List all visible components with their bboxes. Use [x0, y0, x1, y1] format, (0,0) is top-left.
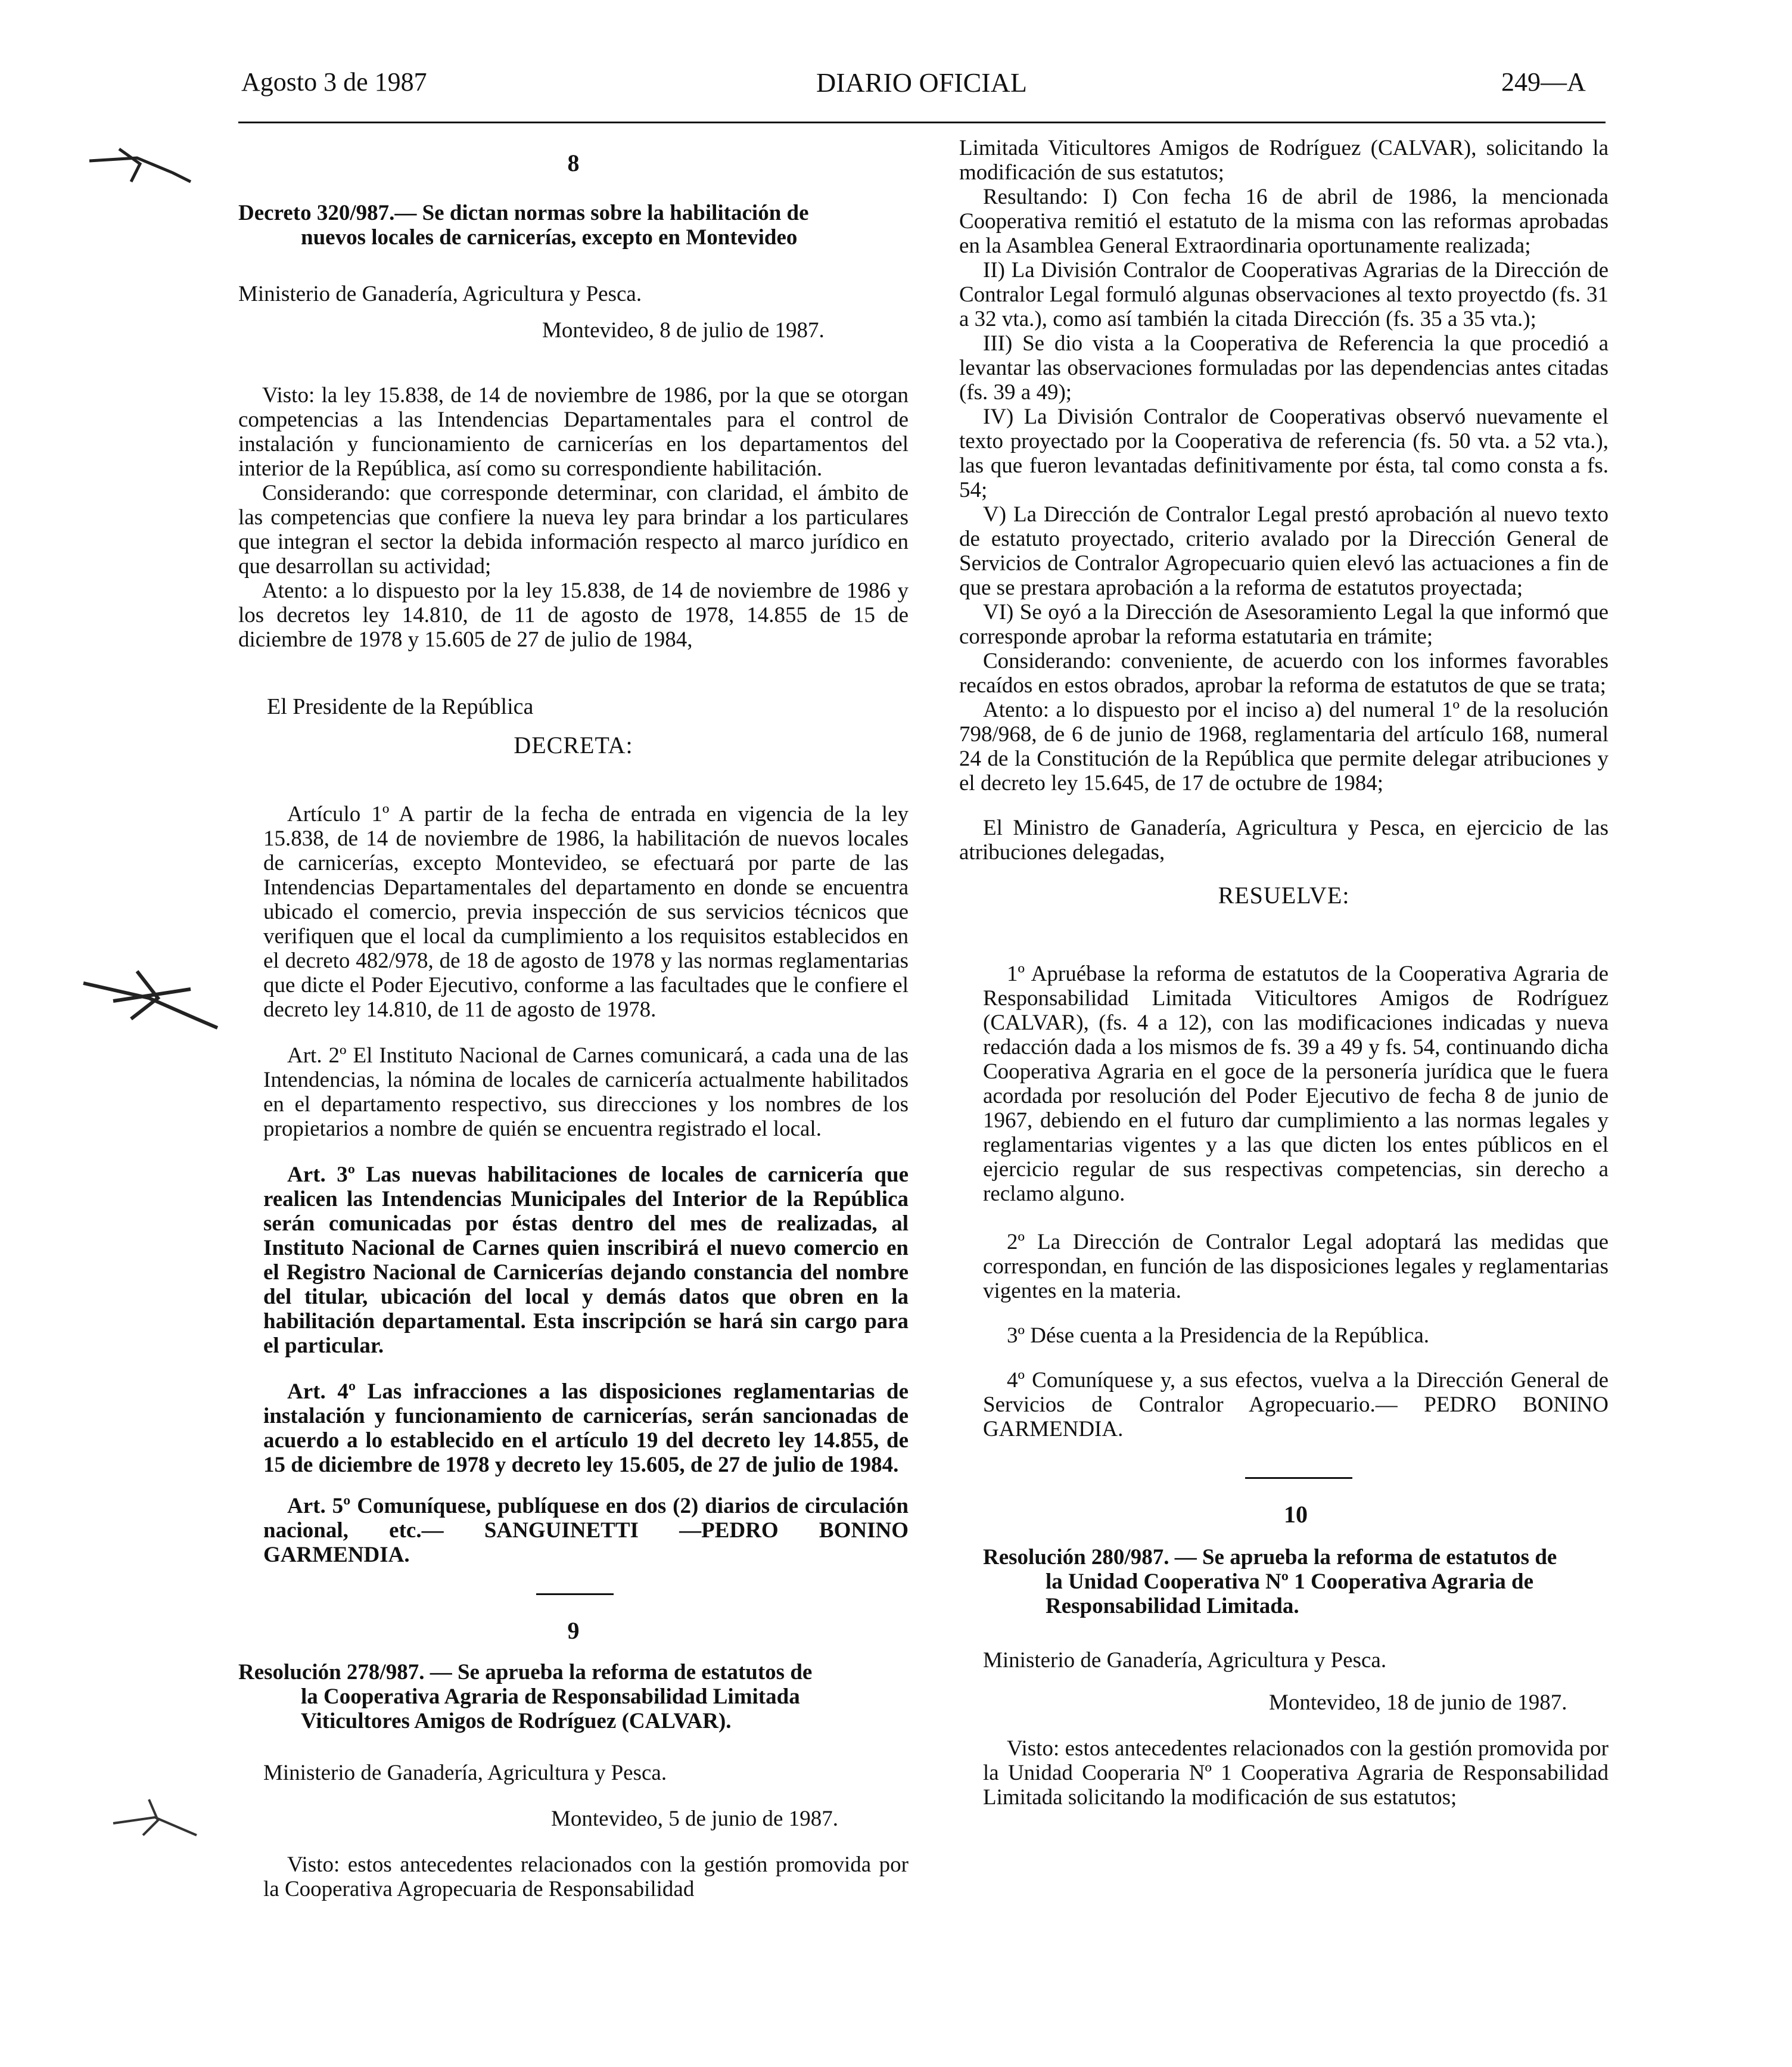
margin-mark: [83, 125, 197, 191]
place-date: Montevideo, 18 de junio de 1987.: [1269, 1690, 1567, 1715]
decreta-heading: DECRETA:: [514, 732, 633, 759]
section-number: 8: [567, 150, 580, 176]
resultando-iii: III) Se dio vista a la Cooperativa de Referencia la que procedió a levantar las observaciones formuladas por las dependencias antes citadas (fs. 39 a 49);: [959, 331, 1609, 405]
ministro-paragraph: El Ministro de Ganadería, Agricultura y Pesca, en ejercicio de las atribuciones delegadas,: [959, 816, 1609, 865]
atento-paragraph: Atento: a lo dispuesto por el inciso a) del numeral 1º de la resolución 798/968, de 6 de junio de 1968, reglamentaria del artículo 168, numeral 24 de la Constitución de la República que permite delegar atribuciones y el decreto ley 15.645, de 17 de octubre de 1984;: [959, 698, 1609, 795]
header-rule: [238, 122, 1606, 123]
resolve-item-1: 1º Apruébase la reforma de estatutos de la Cooperativa Agraria de Responsabilidad Limitada Viticultores Amigos de Rodríguez (CALVAR), (fs. 4 a 12), con las modificaciones indicadas y nueva redacción dada a los mismos de fs. 39 a 49 y fs. 54, continuando dicha Cooperativa Agraria en el goce de la personería jurídica que le fuera acordada por resolución del Poder Ejecutivo de fecha 8 de junio de 1967, debiendo en el futuro dar cumplimiento a las normas legales y reglamentarias vigentes y a las que dicten los entes públicos en el ejercicio regular de sus respectivas competencias, sin derecho a reclamo alguno.: [983, 962, 1609, 1206]
considerando-paragraph: Considerando: que corresponde determinar, con claridad, el ámbito de las competencias que confiere la nueva ley para brindar a los particulares que integran el sector la debida información respecto al marco jurídico en que desarrollan su actividad;: [238, 481, 909, 579]
decree-title-line-2: nuevos locales de carnicerías, excepto en Montevideo: [301, 225, 798, 250]
resolution-title-line-3: Viticultores Amigos de Rodríguez (CALVAR).: [301, 1709, 732, 1733]
resuelve-heading: RESUELVE:: [1218, 882, 1350, 909]
article-2: Art. 2º El Instituto Nacional de Carnes comunicará, a cada una de las Intendencias, la nómina de locales de carnicería actualmente habilitados en el departamento respectivo, sus direcciones y los nombres de los propietarios a nombre de quién se encuentra registrado el local.: [263, 1043, 909, 1141]
place-date: Montevideo, 5 de junio de 1987.: [551, 1807, 838, 1831]
resultando-ii: II) La División Contralor de Cooperativas Agrarias de la Dirección de Contralor Legal formuló algunas observaciones al texto proyectdo (fs. 31 a 32 vta.), como así también la citada Dirección (fs. 35 a 35 vta.);: [959, 258, 1609, 331]
resolution-title-line-1: Resolución 278/987. — Se aprueba la reforma de estatutos de: [238, 1660, 813, 1684]
resolution-title-line-2: la Cooperativa Agraria de Responsabilidad Limitada: [301, 1684, 800, 1709]
margin-mark: [77, 947, 220, 1037]
ministry-line: Ministerio de Ganadería, Agricultura y Pesca.: [983, 1648, 1387, 1673]
ministry-line: Ministerio de Ganadería, Agricultura y Pesca.: [263, 1761, 667, 1785]
resolution-title-line-1: Resolución 280/987. — Se aprueba la reforma de estatutos de: [983, 1545, 1557, 1569]
header-date: Agosto 3 de 1987: [241, 67, 427, 97]
resolve-item-3: 3º Dése cuenta a la Presidencia de la República.: [1007, 1323, 1430, 1348]
continuation-paragraph: Limitada Viticultores Amigos de Rodríguez (CALVAR), solicitando la modificación de sus estatutos;: [959, 136, 1609, 185]
section-number: 9: [567, 1617, 580, 1644]
place-date: Montevideo, 8 de julio de 1987.: [542, 318, 825, 343]
president-line: El Presidente de la República: [267, 694, 534, 719]
resolution-title-line-2: la Unidad Cooperativa Nº 1 Cooperativa Agraria de: [1046, 1569, 1533, 1594]
right-column: [959, 136, 1609, 1810]
left-column: [238, 149, 909, 1901]
resolution-title-line-3: Responsabilidad Limitada.: [1046, 1594, 1299, 1618]
resolve-item-4: 4º Comuníquese y, a sus efectos, vuelva a la Dirección General de Servicios de Contralor Agropecuario.— PEDRO BONINO GARMENDIA.: [983, 1368, 1609, 1441]
article-5: Art. 5º Comuníquese, publíquese en dos (2) diarios de circulación nacional, etc.— SANGUINETTI —PEDRO BONINO GARMENDIA.: [263, 1494, 909, 1567]
resolve-item-2: 2º La Dirección de Contralor Legal adoptará las medidas que correspondan, en función de las disposiciones legales y reglamentarias vigentes en la materia.: [983, 1230, 1609, 1303]
resultando-iv: IV) La División Contralor de Cooperativas observó nuevamente el texto proyectado por la Cooperativa de referencia (fs. 50 vta. a 52 vta.), las que fueron levantadas definitivamente por ésta, tal como consta a fs. 54;: [959, 405, 1609, 502]
article-3: Art. 3º Las nuevas habilitaciones de locales de carnicería que realicen las Intendencias Municipales del Interior de la República serán comunicadas por éstas dentro del mes de realizadas, al Instituto Nacional de Carnes quien inscribirá el nuevo comercio en el Registro Nacional de Carnicerías dejando constancia del nombre del titular, ubicación del local y demás datos que obren en la habilitación departamental. Esta inscripción se hará sin cargo para el particular.: [263, 1163, 909, 1358]
article-1: Artículo 1º A partir de la fecha de entrada en vigencia de la ley 15.838, de 14 de noviembre de 1986, la habilitación de nuevos locales de carnicerías, excepto Montevideo, se efectuará por parte de las Intendencias Departamentales del departamento en donde se encuentra ubicado el comercio, previa inspección de sus servicios técnicos que verifiquen que el local da cumplimiento a los requisitos establecidos en el decreto 482/978, de 18 de agosto de 1978 y las normas reglamentarias que dicte el Poder Ejecutivo, conforme a las facultades que le confiere el decreto ley 14.810, de 11 de agosto de 1978.: [263, 802, 909, 1022]
visto-paragraph: Visto: estos antecedentes relacionados con la gestión promovida por la Cooperativa Agropecuaria de Responsabilidad: [263, 1852, 909, 1901]
considerando-paragraph: Considerando: conveniente, de acuerdo con los informes favorables recaídos en estos obrados, aprobar la reforma de estatutos de que se trata;: [959, 649, 1609, 698]
margin-mark: [107, 1794, 203, 1847]
header-page: 249—A: [1501, 67, 1586, 97]
ministry-line: Ministerio de Ganadería, Agricultura y Pesca.: [238, 282, 642, 306]
article-4: Art. 4º Las infracciones a las disposiciones reglamentarias de instalación y funcionamiento de carnicerías, serán sancionadas de acuerdo a lo establecido en el artículo 19 del decreto ley 14.855, de 15 de diciembre de 1978 y decreto ley 15.605, de 27 de julio de 1984.: [263, 1379, 909, 1477]
resultando-v: V) La Dirección de Contralor Legal prestó aprobación al nuevo texto de estatuto proyectado, criterio avalado por la Dirección General de Servicios de Contralor Agropecuario quien elevó las actuaciones a fin de que se prestara aprobación a la reforma de estatutos proyectada;: [959, 502, 1609, 600]
atento-paragraph: Atento: a lo dispuesto por la ley 15.838, de 14 de noviembre de 1986 y los decretos ley 14.810, de 11 de agosto de 1978, 14.855 de 15 de diciembre de 1978 y 15.605 de 27 de julio de 1984,: [238, 579, 909, 652]
header-title: DIARIO OFICIAL: [816, 67, 1027, 98]
resultando-vi: VI) Se oyó a la Dirección de Asesoramiento Legal la que informó que corresponde aprobar la reforma estatutaria en trámite;: [959, 600, 1609, 649]
resultando-paragraph: Resultando: I) Con fecha 16 de abril de 1986, la mencionada Cooperativa remitió el estatuto de la misma con las reformas aprobadas en la Asamblea General Extraordinaria oportunamente realizada;: [959, 185, 1609, 258]
decree-title-line-1: Decreto 320/987.— Se dictan normas sobre la habilitación de: [238, 201, 809, 225]
visto-paragraph: Visto: la ley 15.838, de 14 de noviembre de 1986, por la que se otorgan competencias a las Intendencias Departamentales para el control de instalación y funcionamiento de carnicerías en los departamentos del interior de la República, así como su correspondiente habilitación.: [238, 383, 909, 481]
section-number: 10: [1284, 1501, 1308, 1528]
visto-paragraph: Visto: estos antecedentes relacionados con la gestión promovida por la Unidad Cooperaria Nº 1 Cooperativa Agraria de Responsabilidad Limitada solicitando la modificación de sus estatutos;: [983, 1736, 1609, 1810]
